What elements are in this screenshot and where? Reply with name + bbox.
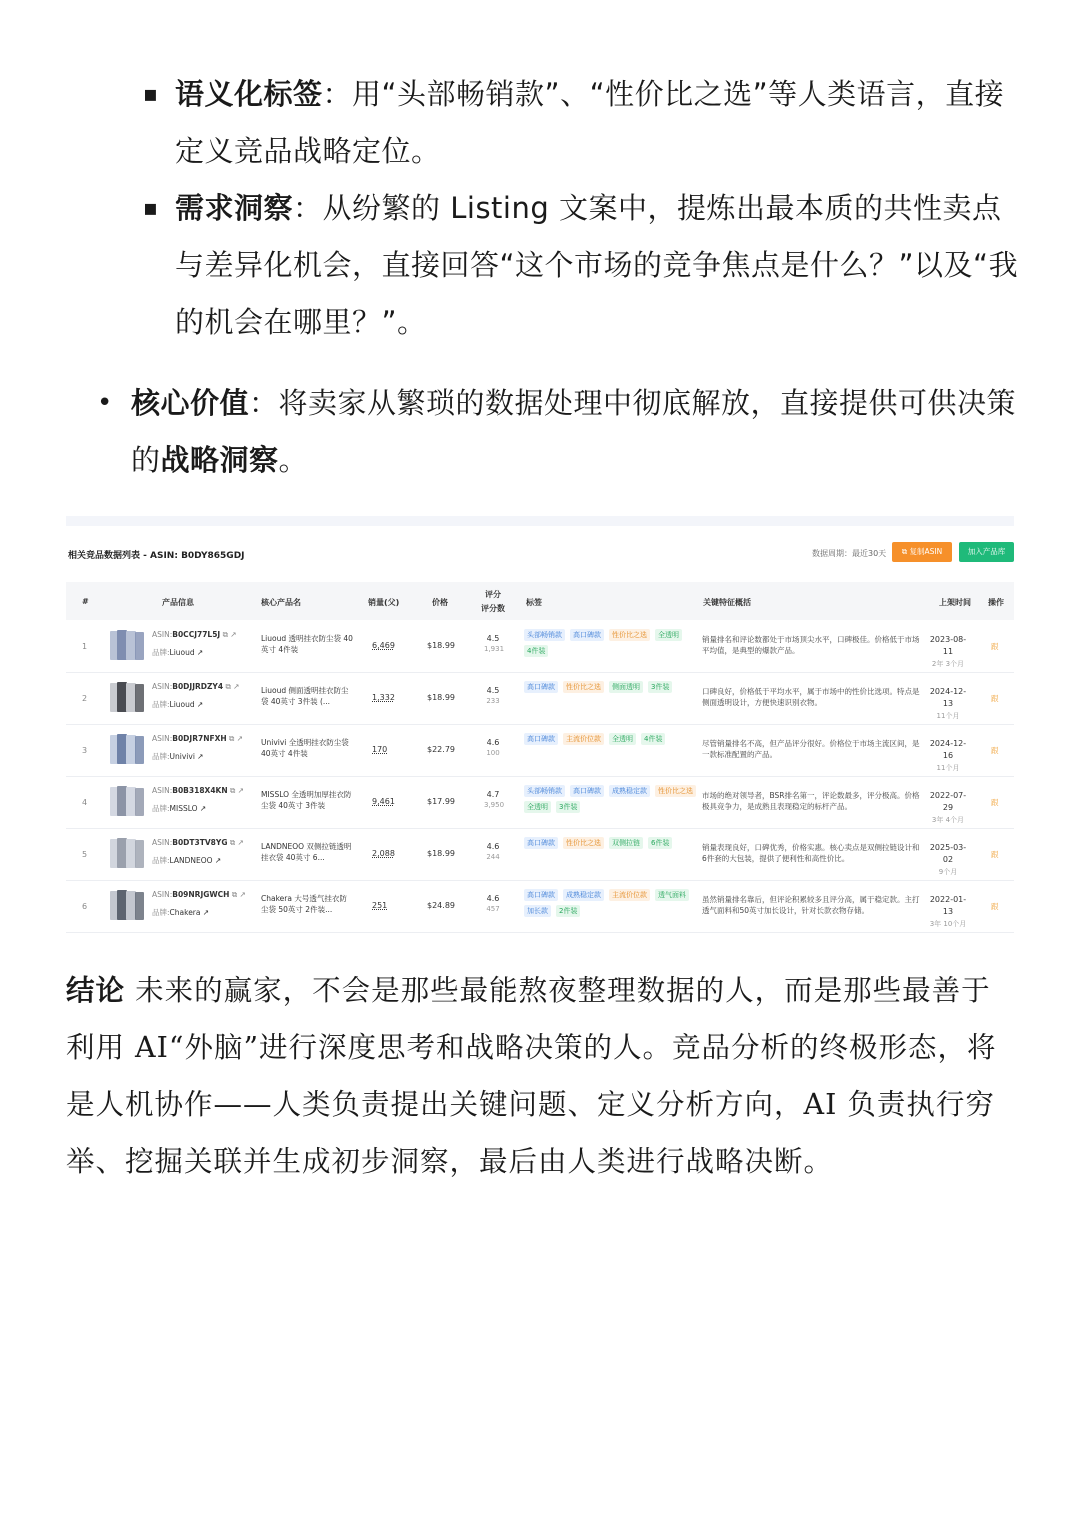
rating-count: 100 bbox=[486, 749, 500, 757]
external-link-icon[interactable]: ↗ bbox=[197, 648, 204, 657]
price-value: $17.99 bbox=[427, 797, 455, 806]
brand-label: 品牌: bbox=[152, 804, 170, 813]
square-bullet-icon: ▪ bbox=[143, 196, 159, 221]
row-index: 5 bbox=[82, 850, 88, 859]
tag-badge: 加长款 bbox=[524, 905, 551, 917]
launch-date bbox=[928, 686, 968, 722]
col-sales: 销量(父) bbox=[368, 598, 400, 607]
copy-icon[interactable]: ⧉ ↗ bbox=[230, 786, 245, 795]
col-rating-line2: 评分数 bbox=[481, 604, 505, 613]
price-value: $18.99 bbox=[427, 641, 455, 650]
feature-summary: 虽然销量排名靠后，但评论积累较多且评分高，属于稳定款。主打透气面料和50英寸加长设计，针对长款衣物存储。 bbox=[702, 895, 920, 915]
bullet-semantic-tags bbox=[143, 66, 1025, 180]
data-period: 数据周期：最近30天 bbox=[812, 549, 887, 558]
tag-badge: 主流价位款 bbox=[609, 889, 650, 901]
competitor-table-screenshot bbox=[66, 516, 1014, 930]
table-row bbox=[66, 776, 1014, 829]
square-bullet-icon: ▪ bbox=[143, 82, 159, 107]
rating-cell bbox=[484, 738, 502, 758]
tag-badge: 高口碑款 bbox=[524, 837, 558, 849]
product-thumbnail bbox=[108, 888, 146, 922]
feature-summary: 尽管销量排名不高，但产品评分很好。价格位于市场主流区间，是一款标准配置的产品。 bbox=[702, 739, 920, 759]
brand-label: 品牌: bbox=[152, 648, 170, 657]
asin-value: B0DT3TV8YG bbox=[172, 838, 228, 847]
tag-badge: 3件装 bbox=[648, 681, 672, 693]
launch-date-value: 2022-01-13 bbox=[929, 895, 967, 916]
asin-label: ASIN: bbox=[152, 838, 173, 847]
feature-summary: 销量排名和评论数都处于市场顶尖水平，口碑极佳。价格低于市场平均值，是典型的爆款产品。 bbox=[702, 635, 920, 655]
tag-list bbox=[524, 887, 702, 919]
table-row bbox=[66, 880, 1014, 933]
external-link-icon[interactable]: ↗ bbox=[197, 700, 204, 709]
sales-value: 170 bbox=[372, 745, 388, 754]
sales-value: 6,469 bbox=[372, 641, 395, 650]
launch-date bbox=[928, 634, 968, 670]
product-thumbnail bbox=[108, 732, 146, 766]
asin-value: B0DJR7NFXH bbox=[172, 734, 227, 743]
semantic-term: 语义化标签 bbox=[175, 77, 323, 111]
tag-badge: 高口碑款 bbox=[524, 681, 558, 693]
price-value: $24.89 bbox=[427, 901, 455, 910]
follow-action-link[interactable]: 跟 bbox=[991, 642, 999, 651]
rating-value: 4.5 bbox=[486, 686, 500, 695]
follow-action-link[interactable]: 跟 bbox=[991, 850, 999, 859]
sales-value: 9,461 bbox=[372, 797, 395, 806]
brand-line bbox=[152, 855, 221, 866]
tag-list bbox=[524, 627, 702, 659]
asin-value: B09NRJGWCH bbox=[172, 890, 230, 899]
asin-line bbox=[152, 682, 240, 692]
feature-summary: 销量表现良好，口碑优秀，价格实惠。核心卖点是双侧拉链设计和6件套的大包装，提供了便利性和高性价比。 bbox=[702, 843, 920, 863]
launch-date-value: 2024-12-16 bbox=[929, 739, 967, 760]
brand-value: LANDNEOO bbox=[169, 856, 213, 865]
launch-date-value: 2022-07-29 bbox=[929, 791, 967, 812]
follow-action-link[interactable]: 跟 bbox=[991, 746, 999, 755]
sales-value: 2,088 bbox=[372, 849, 395, 858]
launch-age: 11个月 bbox=[936, 712, 960, 720]
tag-badge: 2件装 bbox=[556, 905, 580, 917]
semantic-text: ：用“头部畅销款”、“性价比之选”等人类语言，直接定义竞品战略定位。 bbox=[175, 77, 1005, 168]
tag-badge: 性价比之选 bbox=[563, 681, 604, 693]
follow-action-link[interactable]: 跟 bbox=[991, 694, 999, 703]
price-value: $22.79 bbox=[427, 745, 455, 754]
asin-line bbox=[152, 630, 237, 640]
brand-line bbox=[152, 647, 203, 658]
core-end: 。 bbox=[278, 443, 309, 477]
tag-badge: 高口碑款 bbox=[524, 733, 558, 745]
col-index: # bbox=[82, 597, 89, 606]
rating-value: 4.6 bbox=[486, 842, 500, 851]
tag-list bbox=[524, 731, 702, 747]
rating-count: 1,931 bbox=[484, 645, 505, 653]
panel-title: 相关竞品数据列表 - ASIN: B0DY865GDJ bbox=[68, 551, 245, 561]
rating-value: 4.7 bbox=[486, 790, 500, 799]
asin-line bbox=[152, 890, 246, 900]
launch-date bbox=[928, 894, 968, 930]
asin-label: ASIN: bbox=[152, 630, 173, 639]
brand-label: 品牌: bbox=[152, 700, 170, 709]
col-launch: 上架时间 bbox=[939, 598, 971, 607]
table-row bbox=[66, 828, 1014, 881]
conclusion-label: 结论 bbox=[66, 973, 126, 1007]
launch-age: 11个月 bbox=[936, 764, 960, 772]
col-core-name: 核心产品名 bbox=[261, 598, 301, 607]
copy-icon[interactable]: ⧉ ↗ bbox=[229, 838, 244, 847]
rating-cell bbox=[484, 894, 502, 914]
brand-value: MISSLO bbox=[169, 804, 198, 813]
bullet-core-value bbox=[97, 375, 1026, 489]
brand-line bbox=[152, 699, 203, 710]
launch-date-value: 2023-08-11 bbox=[929, 635, 967, 656]
launch-date bbox=[928, 842, 968, 878]
tag-badge: 4件装 bbox=[524, 645, 548, 657]
asin-line bbox=[152, 786, 244, 796]
tag-list bbox=[524, 835, 702, 851]
core-term: 核心价值 bbox=[131, 386, 250, 420]
col-rating bbox=[480, 588, 506, 616]
conclusion-paragraph bbox=[66, 962, 1016, 1190]
col-features: 关键特征概括 bbox=[703, 598, 751, 607]
asin-label: ASIN: bbox=[152, 734, 173, 743]
core-product-name: Chakera 大号透气挂衣防尘袋 50英寸 2件装... bbox=[261, 894, 347, 914]
launch-age: 3年 4个月 bbox=[931, 816, 965, 824]
tag-badge: 成熟稳定款 bbox=[563, 889, 604, 901]
rating-cell bbox=[484, 790, 505, 810]
col-action: 操作 bbox=[988, 598, 1004, 607]
tag-badge: 成熟稳定款 bbox=[609, 785, 650, 797]
launch-date-value: 2024-12-13 bbox=[929, 687, 967, 708]
launch-age: 9个月 bbox=[938, 868, 958, 876]
asin-label: ASIN: bbox=[152, 786, 173, 795]
sales-value: 1,332 bbox=[372, 693, 395, 702]
asin-label: ASIN: bbox=[152, 682, 173, 691]
insight-text: ：从纷繁的 Listing 文案中，提炼出最本质的共性卖点与差异化机会，直接回答“这个市场的竞争焦点是什么？”以及“我的机会在哪里？”。 bbox=[175, 191, 1019, 339]
product-thumbnail bbox=[108, 628, 146, 662]
tag-badge: 头部畅销款 bbox=[524, 785, 565, 797]
brand-label: 品牌: bbox=[152, 856, 170, 865]
tag-badge: 透气面料 bbox=[655, 889, 689, 901]
tag-badge: 主流价位款 bbox=[563, 733, 604, 745]
row-index: 1 bbox=[82, 642, 88, 651]
product-thumbnail bbox=[108, 680, 146, 714]
copy-asin-label: 复制ASIN bbox=[909, 547, 943, 556]
tag-badge: 高口碑款 bbox=[570, 785, 604, 797]
asin-line bbox=[152, 838, 244, 848]
core-product-name: MISSLO 全透明加厚挂衣防尘袋 40英寸 3件装 bbox=[261, 790, 352, 810]
row-index: 2 bbox=[82, 694, 88, 703]
tag-badge: 性价比之选 bbox=[563, 837, 604, 849]
insight-term: 需求洞察 bbox=[175, 191, 294, 225]
core-text: ：将卖家从繁琐的数据处理中彻底解放，直接提供可供决策的 bbox=[131, 386, 1017, 477]
rating-cell bbox=[484, 634, 505, 654]
external-link-icon[interactable]: ↗ bbox=[214, 856, 222, 865]
tag-badge: 性价比之选 bbox=[655, 785, 696, 797]
table-row bbox=[66, 672, 1014, 725]
launch-date bbox=[928, 790, 968, 826]
core-product-name: LANDNEOO 双侧拉链透明挂衣袋 40英寸 6... bbox=[261, 842, 352, 862]
row-index: 3 bbox=[82, 746, 88, 755]
asin-value: B0B318X4KN bbox=[172, 786, 228, 795]
price-value: $18.99 bbox=[427, 693, 455, 702]
brand-line bbox=[152, 803, 206, 814]
product-thumbnail bbox=[108, 836, 146, 870]
row-index: 4 bbox=[82, 798, 88, 807]
copy-icon[interactable]: ⧉ ↗ bbox=[231, 890, 246, 899]
rating-count: 3,950 bbox=[484, 801, 505, 809]
launch-age: 3年 10个月 bbox=[929, 920, 967, 928]
rating-value: 4.5 bbox=[486, 634, 500, 643]
row-index: 6 bbox=[82, 902, 88, 911]
external-link-icon[interactable]: ↗ bbox=[197, 752, 204, 761]
col-price: 价格 bbox=[432, 598, 448, 607]
tag-badge: 全透明 bbox=[655, 629, 682, 641]
round-bullet-icon: • bbox=[97, 388, 113, 418]
rating-value: 4.6 bbox=[486, 738, 500, 747]
sales-value: 251 bbox=[372, 901, 388, 910]
tag-badge: 6件装 bbox=[648, 837, 672, 849]
core-product-name: Liuoud 侧面透明挂衣防尘袋 40英寸 3件装 (... bbox=[261, 686, 349, 706]
core-bold-tail: 战略洞察 bbox=[160, 443, 279, 477]
tag-badge: 性价比之选 bbox=[609, 629, 650, 641]
brand-value: Univivi bbox=[169, 752, 195, 761]
rating-count: 457 bbox=[486, 905, 500, 913]
tag-badge: 双侧拉链 bbox=[609, 837, 643, 849]
follow-action-link[interactable]: 跟 bbox=[991, 902, 999, 911]
price-value: $18.99 bbox=[427, 849, 455, 858]
tag-badge: 全透明 bbox=[609, 733, 636, 745]
col-tags: 标签 bbox=[526, 598, 542, 607]
copy-icon[interactable]: ⧉ ↗ bbox=[229, 734, 244, 743]
panel-top-bar bbox=[66, 516, 1014, 526]
brand-label: 品牌: bbox=[152, 908, 170, 917]
brand-line bbox=[152, 907, 209, 918]
launch-date-value: 2025-03-02 bbox=[929, 843, 967, 864]
rating-count: 244 bbox=[486, 853, 500, 861]
tag-list bbox=[524, 679, 702, 695]
tag-badge: 头部畅销款 bbox=[524, 629, 565, 641]
follow-action-link[interactable]: 跟 bbox=[991, 798, 999, 807]
add-to-library-button[interactable]: 加入产品库 bbox=[959, 542, 1014, 562]
copy-icon[interactable]: ⧉ ↗ bbox=[222, 630, 237, 639]
copy-asin-button[interactable] bbox=[892, 542, 952, 562]
asin-value: B0CCJ77L5J bbox=[172, 630, 221, 639]
tag-badge: 高口碑款 bbox=[524, 889, 558, 901]
feature-summary: 市场的绝对领导者，BSR排名第一，评论数最多，评分极高。价格极具竞争力，是成熟且表现稳定的标杆产品。 bbox=[702, 791, 920, 811]
copy-icon: ⧉ bbox=[901, 547, 910, 556]
tag-list bbox=[524, 783, 702, 815]
tag-badge: 4件装 bbox=[641, 733, 665, 745]
tag-badge: 3件装 bbox=[556, 801, 580, 813]
brand-value: Liuoud bbox=[169, 648, 195, 657]
copy-icon[interactable]: ⧉ ↗ bbox=[225, 682, 240, 691]
rating-value: 4.6 bbox=[486, 894, 500, 903]
table-row bbox=[66, 724, 1014, 777]
table-header bbox=[66, 582, 1014, 620]
brand-value: Chakera bbox=[169, 908, 201, 917]
tag-badge: 全透明 bbox=[524, 801, 551, 813]
bullet-demand-insight bbox=[143, 180, 1025, 351]
external-link-icon[interactable]: ↗ bbox=[202, 908, 210, 917]
brand-line bbox=[152, 751, 204, 762]
col-rating-line1: 评分 bbox=[485, 590, 501, 599]
rating-cell bbox=[484, 686, 502, 706]
launch-date bbox=[928, 738, 968, 774]
feature-summary: 口碑良好，价格低于平均水平，属于市场中的性价比选项。特点是侧面透明设计，方便快速识别衣物。 bbox=[702, 687, 920, 707]
panel-header bbox=[66, 540, 1014, 566]
asin-value: B0DJJRDZY4 bbox=[172, 682, 224, 691]
product-thumbnail bbox=[108, 784, 146, 818]
table-row bbox=[66, 620, 1014, 673]
col-product: 产品信息 bbox=[162, 598, 194, 607]
core-product-name: Liuoud 透明挂衣防尘袋 40英寸 4件装 bbox=[261, 634, 353, 654]
brand-label: 品牌: bbox=[152, 752, 170, 761]
tag-badge: 高口碑款 bbox=[570, 629, 604, 641]
asin-line bbox=[152, 734, 243, 744]
rating-count: 233 bbox=[486, 697, 500, 705]
asin-label: ASIN: bbox=[152, 890, 173, 899]
launch-age: 2年 3个月 bbox=[931, 660, 965, 668]
tag-badge: 侧面透明 bbox=[609, 681, 643, 693]
rating-cell bbox=[484, 842, 502, 862]
conclusion-text: 未来的赢家，不会是那些最能熬夜整理数据的人，而是那些最善于利用 AI“外脑”进行深度思考和战略决策的人。竞品分析的终极形态，将是人机协作——人类负责提出关键问题、定义分析方向，AI 负责执行穷举、挖掘关联并生成初步洞察，最后由人类进行战略决断。 bbox=[66, 974, 997, 1178]
external-link-icon[interactable]: ↗ bbox=[199, 804, 207, 813]
core-product-name: Univivi 全透明挂衣防尘袋 40英寸 4件装 bbox=[261, 738, 349, 758]
brand-value: Liuoud bbox=[169, 700, 195, 709]
